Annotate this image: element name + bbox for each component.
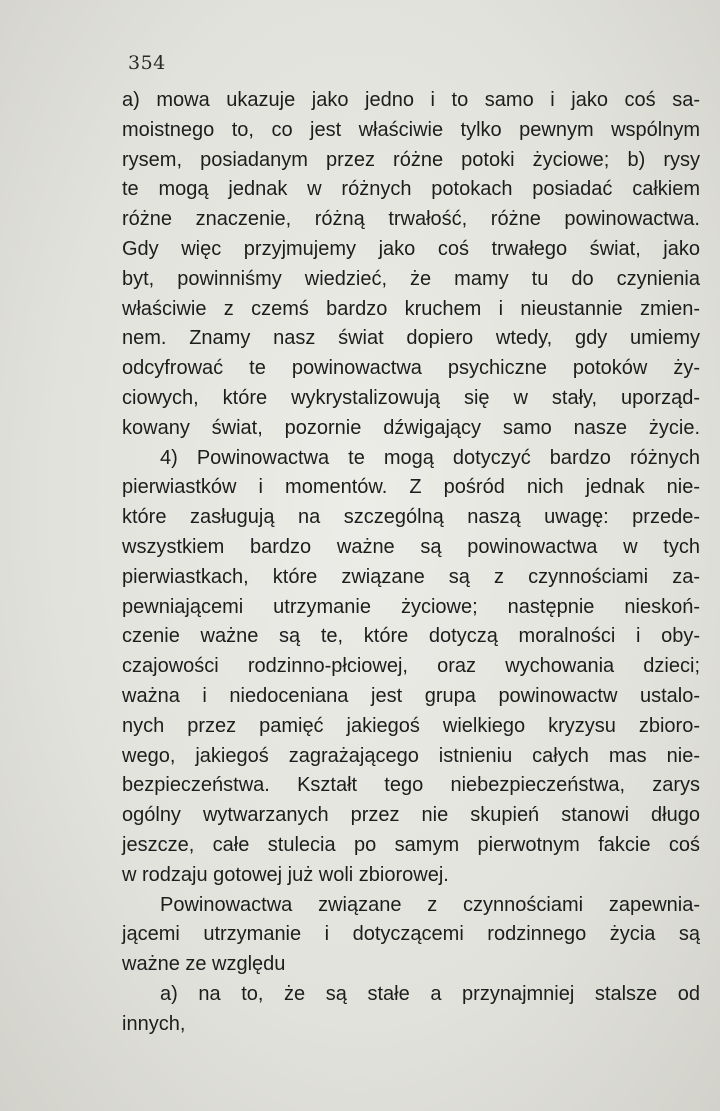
text-line: ważna i niedoceniana jest grupa powinowactw ustalo- bbox=[122, 684, 700, 707]
text-line: kowany świat, pozornie dźwigający samo nasze życie. bbox=[122, 416, 700, 439]
text-line: w rodzaju gotowej już woli zbiorowej. bbox=[122, 863, 449, 886]
text-line: te mogą jednak w różnych potokach posiadać całkiem bbox=[122, 178, 700, 201]
text-line: innych, bbox=[122, 1012, 186, 1035]
text-line: ważne ze względu bbox=[122, 953, 286, 976]
text-line: ogólny wytwarzanych przez nie skupień stanowi długo bbox=[122, 804, 700, 827]
text-line: bezpieczeństwa. Kształt tego niebezpieczeństwa, zarys bbox=[122, 774, 700, 797]
text-line: rysem, posiadanym przez różne potoki życiowe; b) rysy bbox=[122, 148, 700, 171]
text-line: pierwiastkach, które związane są z czynnościami za- bbox=[122, 565, 700, 588]
text-line: które zasługują na szczególną naszą uwagę: przede- bbox=[122, 506, 700, 529]
text-line: byt, powinniśmy wiedzieć, że mamy tu do czynienia bbox=[122, 267, 700, 290]
text-line: Powinowactwa związane z czynnościami zapewnia- bbox=[160, 893, 700, 916]
body-text bbox=[122, 86, 700, 1040]
text-line: Gdy więc przyjmujemy jako coś trwałego świat, jako bbox=[122, 237, 700, 260]
text-line: a) mowa ukazuje jako jedno i to samo i jako coś sa- bbox=[122, 89, 700, 111]
text-line: czajowości rodzinno-płciowej, oraz wychowania dzieci; bbox=[122, 655, 700, 678]
text-line: jeszcze, całe stulecia po samym pierwotnym fakcie coś bbox=[122, 833, 700, 856]
text-line: ciowych, które wykrystalizowują się w stały, uporząd- bbox=[122, 386, 700, 409]
text-line: czenie ważne są te, które dotyczą moralności i oby- bbox=[122, 625, 700, 648]
text-line: nych przez pamięć jakiegoś wielkiego kryzysu zbioro- bbox=[122, 714, 700, 737]
text-line: jącemi utrzymanie i dotyczącemi rodzinnego życia są bbox=[122, 923, 700, 946]
text-line: różne znaczenie, różną trwałość, różne powinowactwa. bbox=[122, 208, 700, 231]
text-line: odcyfrować te powinowactwa psychiczne potoków ży- bbox=[122, 357, 700, 380]
page-number: 354 bbox=[128, 52, 166, 74]
text-line: 4) Powinowactwa te mogą dotyczyć bardzo różnych bbox=[160, 446, 700, 469]
text-line: pewniającemi utrzymanie życiowe; następnie nieskoń- bbox=[122, 595, 700, 618]
text-line: a) na to, że są stałe a przynajmniej stalsze od bbox=[160, 982, 700, 1005]
text-line: moistnego to, co jest właściwie tylko pewnym wspólnym bbox=[122, 118, 700, 141]
text-line: nem. Znamy nasz świat dopiero wtedy, gdy umiemy bbox=[122, 327, 700, 350]
text-line: wszystkiem bardzo ważne są powinowactwa w tych bbox=[122, 535, 700, 558]
text-line: właściwie z czemś bardzo kruchem i nieustannie zmien- bbox=[122, 297, 700, 320]
text-line: wego, jakiegoś zagrażającego istnieniu całych mas nie- bbox=[122, 744, 700, 767]
text-line: pierwiastków i momentów. Z pośród nich jednak nie- bbox=[122, 476, 700, 499]
